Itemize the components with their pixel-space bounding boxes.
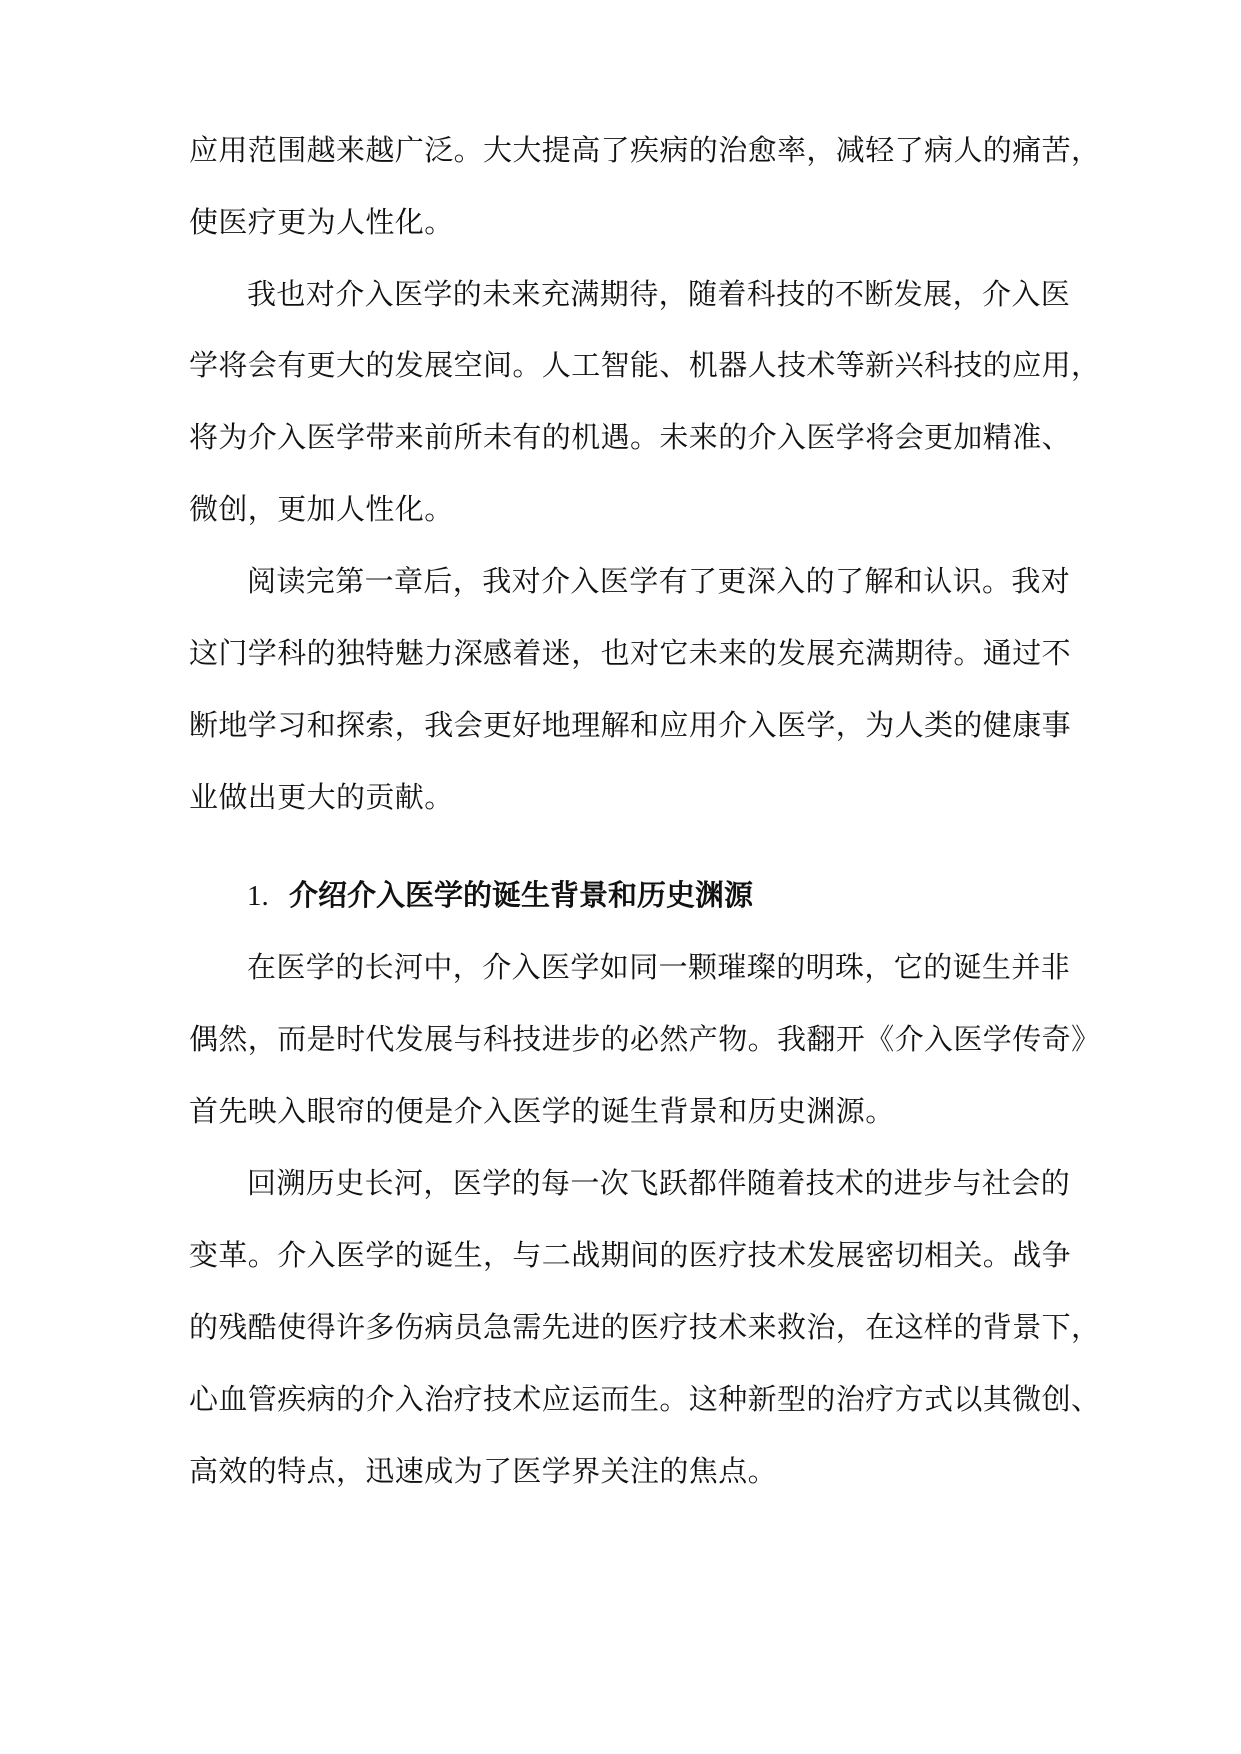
section-title: 介绍介入医学的诞生背景和历史渊源 (289, 878, 754, 912)
paragraph-line: 心血管疾病的介入治疗技术应运而生。这种新型的治疗方式以其微创、 (189, 1382, 1101, 1416)
paragraph-line: 学将会有更大的发展空间。人工智能、机器人技术等新兴科技的应用， (189, 348, 1101, 382)
paragraph-line: 阅读完第一章后，我对介入医学有了更深入的了解和认识。我对 (247, 564, 1071, 598)
paragraph-line: 的残酷使得许多伤病员急需先进的医疗技术来救治，在这样的背景下， (189, 1310, 1101, 1344)
paragraph-line: 业做出更大的贡献。 (189, 780, 454, 814)
paragraph-line: 变革。介入医学的诞生，与二战期间的医疗技术发展密切相关。战争 (189, 1238, 1072, 1272)
paragraph-line: 回溯历史长河，医学的每一次飞跃都伴随着技术的进步与社会的 (247, 1166, 1071, 1200)
section-heading (247, 875, 1069, 915)
paragraph-line: 微创，更加人性化。 (189, 492, 454, 526)
paragraph-line: 高效的特点，迅速成为了医学界关注的焦点。 (189, 1454, 778, 1488)
paragraph-line: 断地学习和探索，我会更好地理解和应用介入医学，为人类的健康事 (189, 708, 1072, 742)
paragraph-line: 首先映入眼帘的便是介入医学的诞生背景和历史渊源。 (189, 1094, 895, 1128)
paragraph-line: 我也对介入医学的未来充满期待，随着科技的不断发展，介入医 (247, 277, 1071, 311)
section-number: 1. (247, 880, 269, 912)
paragraph-line: 这门学科的独特魅力深感着迷，也对它未来的发展充满期待。通过不 (189, 636, 1072, 670)
paragraph-line: 偶然，而是时代发展与科技进步的必然产物。我翻开《介入医学传奇》 (189, 1022, 1101, 1056)
paragraph-line: 使医疗更为人性化。 (189, 205, 454, 239)
paragraph-line: 应用范围越来越广泛。大大提高了疾病的治愈率，减轻了病人的痛苦， (189, 133, 1101, 167)
paragraph-line: 在医学的长河中，介入医学如同一颗璀璨的明珠，它的诞生并非 (247, 950, 1071, 984)
paragraph-line: 将为介入医学带来前所未有的机遇。未来的介入医学将会更加精准、 (189, 420, 1072, 454)
